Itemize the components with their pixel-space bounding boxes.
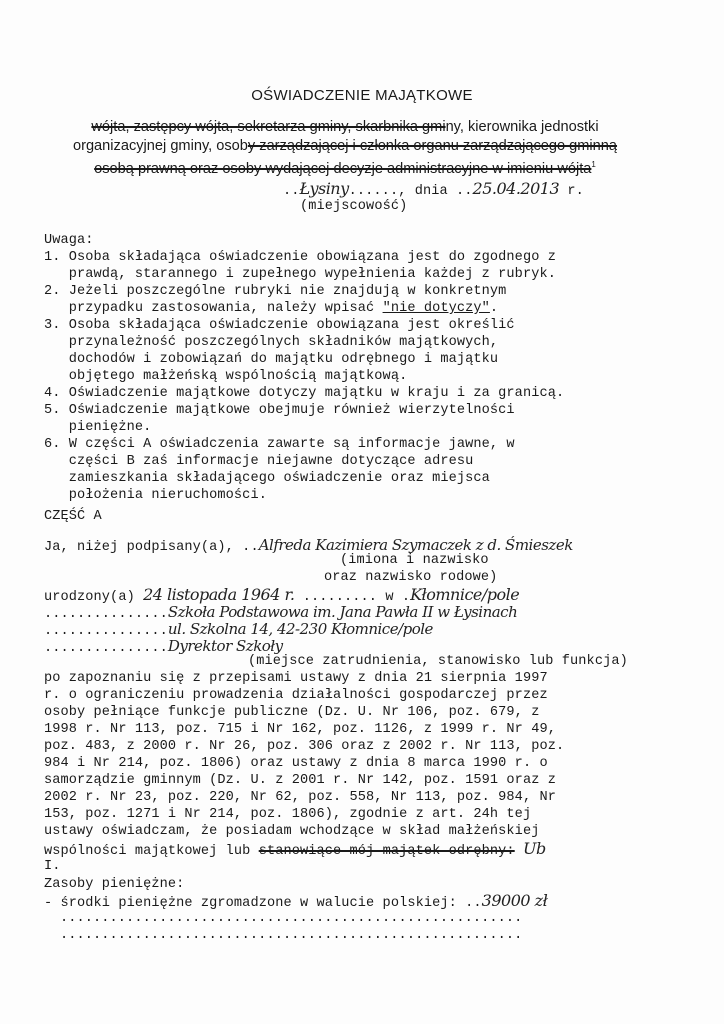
name-handwritten: Alfreda Kazimiera Szymaczek z d. Śmieszek [258,536,573,554]
note-line: 6. W części A oświadczenia zawarte są informacje jawne, w [44,437,515,452]
workplace-line: ...............Szkoła Podstawowa im. Jana Pawła II w Łysinach [44,603,518,622]
note-line: zamieszkania składającego oświadczenie oraz miejsca [44,471,490,486]
note-line: 2. Jeżeli poszczególne rubryki nie znajdują w konkretnym [44,284,507,299]
name-caption: oraz nazwisko rodowe) [324,570,498,585]
address-handwritten: ul. Szkolna 14, 42-230 Kłomnice/pole [167,620,433,638]
dotted-line: ........................................................ [60,928,523,943]
name-caption: (imiona i nazwisko [340,553,489,568]
note-line: 1. Osoba składająca oświadczenie obowiązana jest do zgodnego z [44,250,556,265]
law-text-line: wspólności majątkowej lub stanowiące mój majątek odrębny: Ub [44,839,546,859]
note-line: 4. Oświadczenie majątkowe dotyczy majątku w kraju i za granicą. [44,386,565,401]
part-a-heading: CZĘŚĆ A [44,509,102,524]
section-number: I. [44,859,61,874]
law-text-line: osoby pełniące funkcje publiczne (Dz. U. Nr 106, poz. 679, z [44,705,540,720]
header-strikethrough: y zarządzającej i członka organu zarządzającego gminną [247,138,618,154]
law-text-line: r. o ograniczeniu prowadzenia działalności gospodarczej przez [44,688,548,703]
place-date-line: ..Łysiny......, dnia ..25.04.2013 r. [283,179,584,199]
law-strikethrough: stanowiące mój majątek odrębny: [258,844,515,859]
workplace-line: ...............ul. Szkolna 14, 42-230 Kłomnice/pole [44,620,433,639]
dotted-line: ........................................................ [60,911,523,926]
header-line-3 [40,156,650,178]
birth-place-handwritten: Kłomnice/pole [410,585,520,604]
law-text-line: samorządzie gminnym (Dz. U. z 2001 r. Nr 142, poz. 1591 oraz z [44,773,556,788]
footnote-marker: 1 [591,160,596,169]
note-line: dochodów i zobowiązań do majątku odrębnego i majątku [44,352,499,367]
note-line: 3. Osoba składająca oświadczenie obowiązana jest określić [44,318,515,333]
workplace-line: ...............Dyrektor Szkoły [44,637,283,656]
law-text-line: 153, poz. 1271 i Nr 214, poz. 1806), zgodnie z art. 24h tej [44,807,532,822]
cash-pln-line: - środki pieniężne zgromadzone w walucie polskiej: ..39000 zł [44,891,548,911]
date-handwritten: 25.04.2013 [472,179,560,198]
section-heading: Zasoby pieniężne: [44,877,185,892]
document-title: OŚWIADCZENIE MAJĄTKOWE [251,87,473,104]
note-line: przynależność poszczególnych składników majątkowych, [44,335,499,350]
header-text: organizacyjnej gminy, osob [72,138,248,154]
header-strikethrough: osobą prawną oraz osoby wydającej decyzje administracyjne w imieniu wójta [94,160,592,177]
nie-dotyczy-phrase: "nie dotyczy" [382,301,490,316]
note-line: przypadku zastosowania, należy wpisać "nie dotyczy". [44,301,499,316]
handwritten-mark: Ub [522,839,546,858]
workplace-handwritten: Szkoła Podstawowa im. Jana Pawła II w Łysinach [167,603,518,621]
notes-heading: Uwaga: [44,233,94,248]
cash-amount-handwritten: 39000 zł [481,891,548,910]
law-text-line: 2002 r. Nr 23, poz. 220, Nr 62, poz. 558, Nr 113, poz. 984, Nr [44,790,556,805]
header-line-2 [40,137,650,156]
place-handwritten: Łysiny [299,179,349,198]
header-line-1 [40,118,650,137]
law-text-line: 984 i Nr 214, poz. 1806) oraz ustawy z dnia 8 marca 1990 r. o [44,756,548,771]
note-line: 5. Oświadczenie majątkowe obejmuje również wierzytelności [44,403,515,418]
note-line: pieniężne. [44,420,152,435]
born-line: urodzony(a) 24 listopada 1964 r. ......... w .Kłomnice/pole [44,585,520,605]
birth-date-handwritten: 24 listopada 1964 r. [143,585,295,604]
law-text-line: ustawy oświadczam, że posiadam wchodzące w skład małżeńskiej [44,824,540,839]
note-line: części B zaś informacje niejawne dotyczące adresu [44,454,474,469]
position-handwritten: Dyrektor Szkoły [167,637,283,655]
note-line: prawdą, starannego i zupełnego wypełnienia każdej z rubryk. [44,267,556,282]
header-strikethrough: wójta, zastępcy wójta, sekretarza gminy, skarbnika gmi [91,119,446,135]
header-text: ny, kierownika jednostki [445,119,599,135]
note-line: objętego małżeńską wspólnością majątkową. [44,369,408,384]
workplace-caption: (miejsce zatrudnienia, stanowisko lub funkcja) [248,654,628,669]
law-text-line: poz. 483, z 2000 r. Nr 26, poz. 306 oraz z 2002 r. Nr 113, poz. [44,739,565,754]
note-line: położenia nieruchomości. [44,488,267,503]
signed-line: Ja, niżej podpisany(a), ..Alfreda Kazimiera Szymaczek z d. Śmieszek [44,536,573,555]
law-text-line: po zapoznaniu się z przepisami ustawy z dnia 21 sierpnia 1997 [44,671,548,686]
place-caption: (miejscowość) [300,199,408,214]
law-text-line: 1998 r. Nr 113, poz. 715 i Nr 162, poz. 1126, z 1999 r. Nr 49, [44,722,556,737]
